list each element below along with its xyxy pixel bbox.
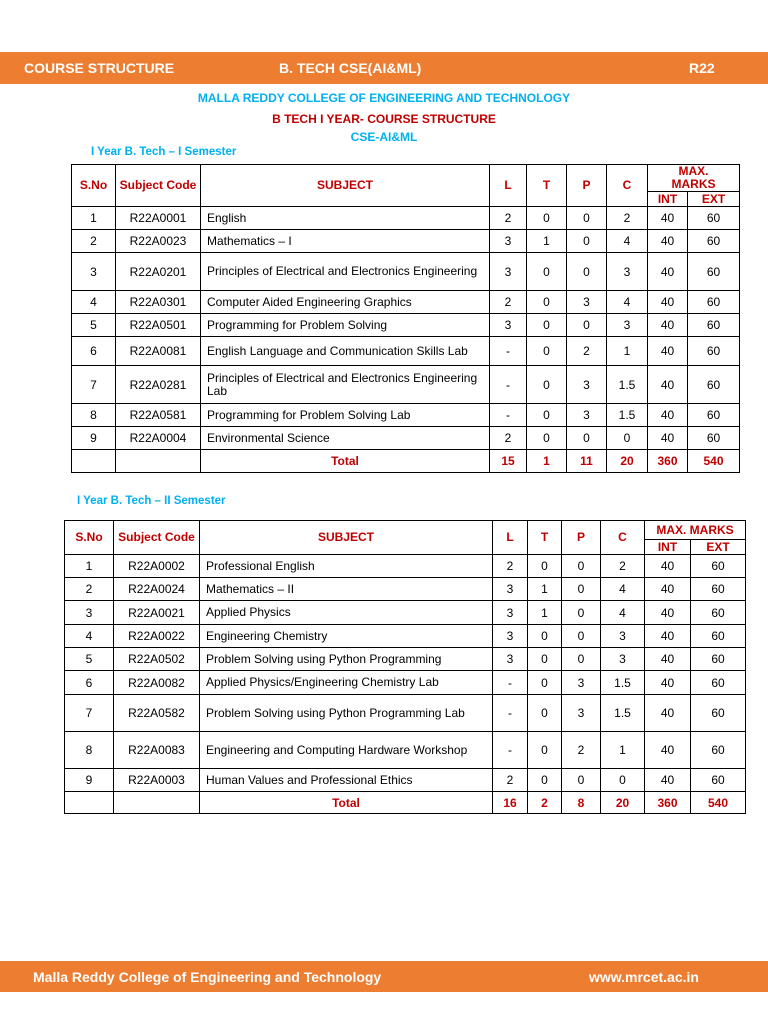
cell-ext: 60 xyxy=(688,291,740,314)
cell-t: 1 xyxy=(528,601,562,625)
table-row xyxy=(65,578,746,601)
total-l: 15 xyxy=(490,450,527,473)
cell-int: 40 xyxy=(648,291,688,314)
cell-p: 0 xyxy=(567,230,607,253)
cell-l: - xyxy=(490,366,527,404)
cell-sno: 6 xyxy=(65,671,114,695)
cell-sno: 4 xyxy=(65,625,114,648)
cell-c: 4 xyxy=(601,601,645,625)
table-row xyxy=(65,625,746,648)
cell-c: 4 xyxy=(607,230,648,253)
cell-sno: 4 xyxy=(72,291,116,314)
cell-l: 3 xyxy=(493,601,528,625)
cell-p: 3 xyxy=(567,291,607,314)
total-ext: 540 xyxy=(688,450,740,473)
col-int-header: INT xyxy=(645,540,691,555)
cell-ext: 60 xyxy=(688,314,740,337)
cell-c: 4 xyxy=(607,291,648,314)
col-l-header: L xyxy=(490,165,527,207)
cell-ext: 60 xyxy=(688,253,740,291)
cell-int: 40 xyxy=(648,253,688,291)
cell-code: R22A0021 xyxy=(114,601,200,625)
cell-ext: 60 xyxy=(688,366,740,404)
cell-sno: 7 xyxy=(72,366,116,404)
cell-c: 3 xyxy=(607,253,648,291)
cell-ext: 60 xyxy=(691,555,746,578)
cell-subject: Mathematics – II xyxy=(200,578,493,601)
cell-ext: 60 xyxy=(691,578,746,601)
cell-t: 0 xyxy=(527,253,567,291)
cell-subject: Principles of Electrical and Electronics Engineering xyxy=(201,253,490,291)
cell-p: 2 xyxy=(562,732,601,769)
total-p: 11 xyxy=(567,450,607,473)
cell-t: 0 xyxy=(528,695,562,732)
cell-ext: 60 xyxy=(688,230,740,253)
total-int: 360 xyxy=(645,792,691,814)
table-row xyxy=(72,207,740,230)
total-int: 360 xyxy=(648,450,688,473)
cell-sno: 2 xyxy=(65,578,114,601)
table-row xyxy=(72,291,740,314)
cell-int: 40 xyxy=(648,207,688,230)
total-t: 2 xyxy=(528,792,562,814)
total-label: Total xyxy=(200,792,493,814)
cell-code: R22A0502 xyxy=(114,648,200,671)
cell-p: 0 xyxy=(567,314,607,337)
cell-c: 1.5 xyxy=(601,671,645,695)
cell-p: 3 xyxy=(562,671,601,695)
cell-sno: 1 xyxy=(65,555,114,578)
total-label: Total xyxy=(201,450,490,473)
cell-ext: 60 xyxy=(691,601,746,625)
cell-t: 1 xyxy=(528,578,562,601)
table-row xyxy=(65,732,746,769)
semester-1-heading: I Year B. Tech – I Semester xyxy=(91,146,237,158)
cell-sno: 1 xyxy=(72,207,116,230)
cell-subject: Applied Physics xyxy=(200,601,493,625)
cell-c: 1.5 xyxy=(601,695,645,732)
cell-p: 0 xyxy=(562,555,601,578)
cell-code: R22A0023 xyxy=(116,230,201,253)
cell-sno: 7 xyxy=(65,695,114,732)
col-subject-header: SUBJECT xyxy=(201,165,490,207)
total-l: 16 xyxy=(493,792,528,814)
total-c: 20 xyxy=(607,450,648,473)
table-row xyxy=(72,366,740,404)
cell-subject: Engineering Chemistry xyxy=(200,625,493,648)
table-row xyxy=(65,648,746,671)
cell-l: 3 xyxy=(493,578,528,601)
cell-subject: Programming for Problem Solving Lab xyxy=(201,404,490,427)
cell-subject: Problem Solving using Python Programming Lab xyxy=(200,695,493,732)
cell-sno: 9 xyxy=(72,427,116,450)
cell-code: R22A0003 xyxy=(114,769,200,792)
col-int-header: INT xyxy=(648,192,688,207)
cell-subject: Engineering and Computing Hardware Workshop xyxy=(200,732,493,769)
cell-p: 0 xyxy=(567,207,607,230)
cell-p: 3 xyxy=(567,404,607,427)
total-t: 1 xyxy=(527,450,567,473)
cell-t: 0 xyxy=(528,671,562,695)
cell-p: 3 xyxy=(562,695,601,732)
cell-ext: 60 xyxy=(688,427,740,450)
table-row xyxy=(65,695,746,732)
header-course-structure: COURSE STRUCTURE xyxy=(24,60,175,76)
table-row xyxy=(72,253,740,291)
semester-1-table xyxy=(71,164,740,473)
cell-c: 3 xyxy=(601,625,645,648)
col-ext-header: EXT xyxy=(691,540,746,555)
cell-t: 0 xyxy=(528,732,562,769)
cell-l: 3 xyxy=(490,253,527,291)
cell-code xyxy=(116,450,201,473)
table-row xyxy=(72,404,740,427)
cell-t: 1 xyxy=(527,230,567,253)
total-ext: 540 xyxy=(691,792,746,814)
cell-int: 40 xyxy=(645,648,691,671)
cell-code: R22A0082 xyxy=(114,671,200,695)
cell-sno: 3 xyxy=(72,253,116,291)
footer-website-link[interactable]: www.mrcet.ac.in xyxy=(589,968,699,985)
branch-title: CSE-AI&ML xyxy=(350,130,418,144)
table-row xyxy=(65,769,746,792)
cell-int: 40 xyxy=(648,337,688,366)
cell-c: 3 xyxy=(601,648,645,671)
cell-sno: 5 xyxy=(65,648,114,671)
cell-p: 0 xyxy=(562,601,601,625)
college-title: MALLA REDDY COLLEGE OF ENGINEERING AND TECHNOLOGY xyxy=(197,91,571,105)
cell-subject: Computer Aided Engineering Graphics xyxy=(201,291,490,314)
cell-code: R22A0301 xyxy=(116,291,201,314)
cell-int: 40 xyxy=(645,578,691,601)
cell-subject: Applied Physics/Engineering Chemistry Lab xyxy=(200,671,493,695)
cell-l: - xyxy=(493,732,528,769)
col-p-header: P xyxy=(562,521,601,555)
cell-p: 0 xyxy=(562,625,601,648)
cell-ext: 60 xyxy=(691,648,746,671)
header-regulation: R22 xyxy=(689,60,715,76)
cell-sno: 9 xyxy=(65,769,114,792)
cell-t: 0 xyxy=(527,404,567,427)
total-c: 20 xyxy=(601,792,645,814)
total-p: 8 xyxy=(562,792,601,814)
cell-int: 40 xyxy=(645,695,691,732)
cell-l: 2 xyxy=(490,207,527,230)
cell-l: - xyxy=(493,671,528,695)
table-row xyxy=(65,601,746,625)
table-header-row xyxy=(65,521,746,540)
cell-ext: 60 xyxy=(691,625,746,648)
cell-int: 40 xyxy=(645,732,691,769)
cell-t: 0 xyxy=(528,555,562,578)
cell-code: R22A0501 xyxy=(116,314,201,337)
cell-p: 3 xyxy=(567,366,607,404)
cell-sno: 3 xyxy=(65,601,114,625)
col-subject-header: SUBJECT xyxy=(200,521,493,555)
cell-sno xyxy=(65,792,114,814)
cell-c: 0 xyxy=(601,769,645,792)
cell-p: 0 xyxy=(567,253,607,291)
col-t-header: T xyxy=(528,521,562,555)
cell-int: 40 xyxy=(645,625,691,648)
col-t-header: T xyxy=(527,165,567,207)
col-sno-header: S.No xyxy=(72,165,116,207)
cell-sno: 5 xyxy=(72,314,116,337)
cell-c: 4 xyxy=(601,578,645,601)
cell-code: R22A0281 xyxy=(116,366,201,404)
cell-code: R22A0581 xyxy=(116,404,201,427)
cell-subject: Problem Solving using Python Programming xyxy=(200,648,493,671)
cell-c: 2 xyxy=(601,555,645,578)
cell-l: 2 xyxy=(493,555,528,578)
cell-l: 3 xyxy=(490,314,527,337)
col-l-header: L xyxy=(493,521,528,555)
cell-code: R22A0201 xyxy=(116,253,201,291)
cell-code xyxy=(114,792,200,814)
semester-2-heading: I Year B. Tech – II Semester xyxy=(77,495,226,507)
table-row xyxy=(65,671,746,695)
cell-l: - xyxy=(493,695,528,732)
cell-int: 40 xyxy=(648,314,688,337)
cell-ext: 60 xyxy=(691,671,746,695)
cell-l: - xyxy=(490,404,527,427)
cell-int: 40 xyxy=(645,601,691,625)
footer-band xyxy=(0,961,768,992)
cell-t: 0 xyxy=(527,291,567,314)
cell-t: 0 xyxy=(527,337,567,366)
cell-int: 40 xyxy=(648,427,688,450)
cell-int: 40 xyxy=(645,671,691,695)
cell-code: R22A0024 xyxy=(114,578,200,601)
cell-ext: 60 xyxy=(688,337,740,366)
cell-sno xyxy=(72,450,116,473)
cell-subject: English xyxy=(201,207,490,230)
total-row xyxy=(65,792,746,814)
cell-int: 40 xyxy=(645,769,691,792)
table-row xyxy=(72,314,740,337)
cell-p: 0 xyxy=(567,427,607,450)
cell-code: R22A0004 xyxy=(116,427,201,450)
cell-c: 0 xyxy=(607,427,648,450)
cell-t: 0 xyxy=(527,314,567,337)
cell-sno: 8 xyxy=(72,404,116,427)
cell-subject: Human Values and Professional Ethics xyxy=(200,769,493,792)
cell-subject: Professional English xyxy=(200,555,493,578)
col-ext-header: EXT xyxy=(688,192,740,207)
col-max-marks-header: MAX. MARKS xyxy=(645,521,746,540)
col-max-marks-header: MAX. MARKS xyxy=(648,165,740,192)
cell-subject: Environmental Science xyxy=(201,427,490,450)
cell-sno: 8 xyxy=(65,732,114,769)
cell-code: R22A0083 xyxy=(114,732,200,769)
table-header-row xyxy=(72,165,740,192)
cell-int: 40 xyxy=(645,555,691,578)
header-band xyxy=(0,52,768,84)
cell-l: 3 xyxy=(493,648,528,671)
cell-p: 0 xyxy=(562,578,601,601)
cell-c: 1 xyxy=(601,732,645,769)
cell-ext: 60 xyxy=(691,732,746,769)
cell-p: 0 xyxy=(562,648,601,671)
cell-code: R22A0002 xyxy=(114,555,200,578)
cell-t: 0 xyxy=(527,427,567,450)
total-row xyxy=(72,450,740,473)
table-row xyxy=(72,337,740,366)
cell-p: 0 xyxy=(562,769,601,792)
cell-code: R22A0022 xyxy=(114,625,200,648)
table-row xyxy=(72,230,740,253)
cell-subject: Mathematics – I xyxy=(201,230,490,253)
col-c-header: C xyxy=(607,165,648,207)
col-p-header: P xyxy=(567,165,607,207)
cell-l: 2 xyxy=(493,769,528,792)
cell-ext: 60 xyxy=(691,695,746,732)
cell-ext: 60 xyxy=(688,207,740,230)
semester-2-table xyxy=(64,520,746,814)
course-structure-title: B TECH I YEAR- COURSE STRUCTURE xyxy=(272,112,496,126)
col-sno-header: S.No xyxy=(65,521,114,555)
cell-int: 40 xyxy=(648,366,688,404)
table-row xyxy=(72,427,740,450)
cell-t: 0 xyxy=(528,648,562,671)
cell-p: 2 xyxy=(567,337,607,366)
cell-code: R22A0081 xyxy=(116,337,201,366)
cell-int: 40 xyxy=(648,230,688,253)
cell-c: 2 xyxy=(607,207,648,230)
cell-l: 3 xyxy=(493,625,528,648)
cell-subject: Programming for Problem Solving xyxy=(201,314,490,337)
cell-t: 0 xyxy=(527,207,567,230)
cell-t: 0 xyxy=(528,769,562,792)
cell-l: 3 xyxy=(490,230,527,253)
cell-int: 40 xyxy=(648,404,688,427)
footer-college-name: Malla Reddy College of Engineering and Technology xyxy=(33,968,382,985)
cell-sno: 2 xyxy=(72,230,116,253)
cell-ext: 60 xyxy=(688,404,740,427)
cell-l: 2 xyxy=(490,291,527,314)
cell-c: 1.5 xyxy=(607,366,648,404)
cell-l: 2 xyxy=(490,427,527,450)
cell-c: 3 xyxy=(607,314,648,337)
table-row xyxy=(65,555,746,578)
cell-code: R22A0582 xyxy=(114,695,200,732)
cell-sno: 6 xyxy=(72,337,116,366)
cell-ext: 60 xyxy=(691,769,746,792)
cell-c: 1 xyxy=(607,337,648,366)
col-c-header: C xyxy=(601,521,645,555)
col-code-header: Subject Code xyxy=(114,521,200,555)
header-program: B. TECH CSE(AI&ML) xyxy=(279,60,422,76)
col-code-header: Subject Code xyxy=(116,165,201,207)
cell-subject: Principles of Electrical and Electronics Engineering Lab xyxy=(201,366,490,404)
cell-t: 0 xyxy=(528,625,562,648)
cell-l: - xyxy=(490,337,527,366)
cell-subject: English Language and Communication Skills Lab xyxy=(201,337,490,366)
cell-c: 1.5 xyxy=(607,404,648,427)
cell-t: 0 xyxy=(527,366,567,404)
cell-code: R22A0001 xyxy=(116,207,201,230)
